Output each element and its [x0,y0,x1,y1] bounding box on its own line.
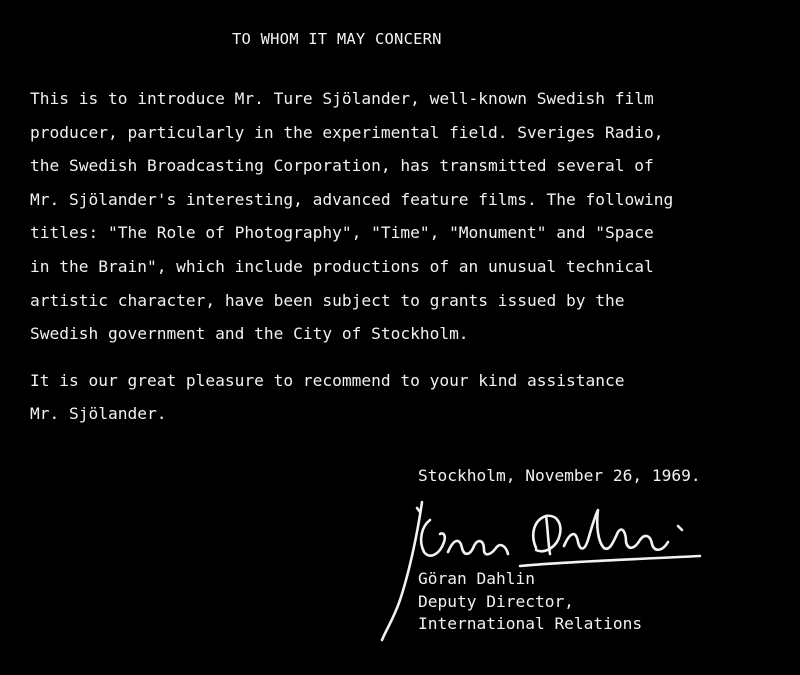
signatory-name: Göran Dahlin [418,569,535,588]
paragraph-line: producer, particularly in the experimental field. Sveriges Radio, [30,122,664,142]
signature-block [418,568,642,636]
signatory-department: International Relations [418,614,643,633]
paragraph-line: Mr. Sjölander. [30,404,167,423]
letter-heading: TO WHOM IT MAY CONCERN [232,30,442,48]
paragraph-line: titles: "The Role of Photography", "Time", "Monument" and "Space [30,223,654,243]
paragraph-line: Swedish government and the City of Stockholm. [30,324,469,344]
paragraph-line: the Swedish Broadcasting Corporation, has transmitted several of [30,156,654,176]
body-paragraph-recommendation [30,364,625,430]
signatory-title: Deputy Director, [418,591,574,611]
body-paragraph-introduction [30,82,673,351]
paragraph-line: This is to introduce Mr. Ture Sjölander, well-known Swedish film [30,89,654,108]
paragraph-line: Mr. Sjölander's interesting, advanced feature films. The following [30,189,674,209]
paragraph-line: in the Brain", which include productions of an unusual technical [30,256,654,276]
paragraph-line: It is our great pleasure to recommend to your kind assistance [30,371,625,390]
paragraph-line: artistic character, have been subject to grants issued by the [30,290,625,310]
dateline: Stockholm, November 26, 1969. [418,466,701,485]
